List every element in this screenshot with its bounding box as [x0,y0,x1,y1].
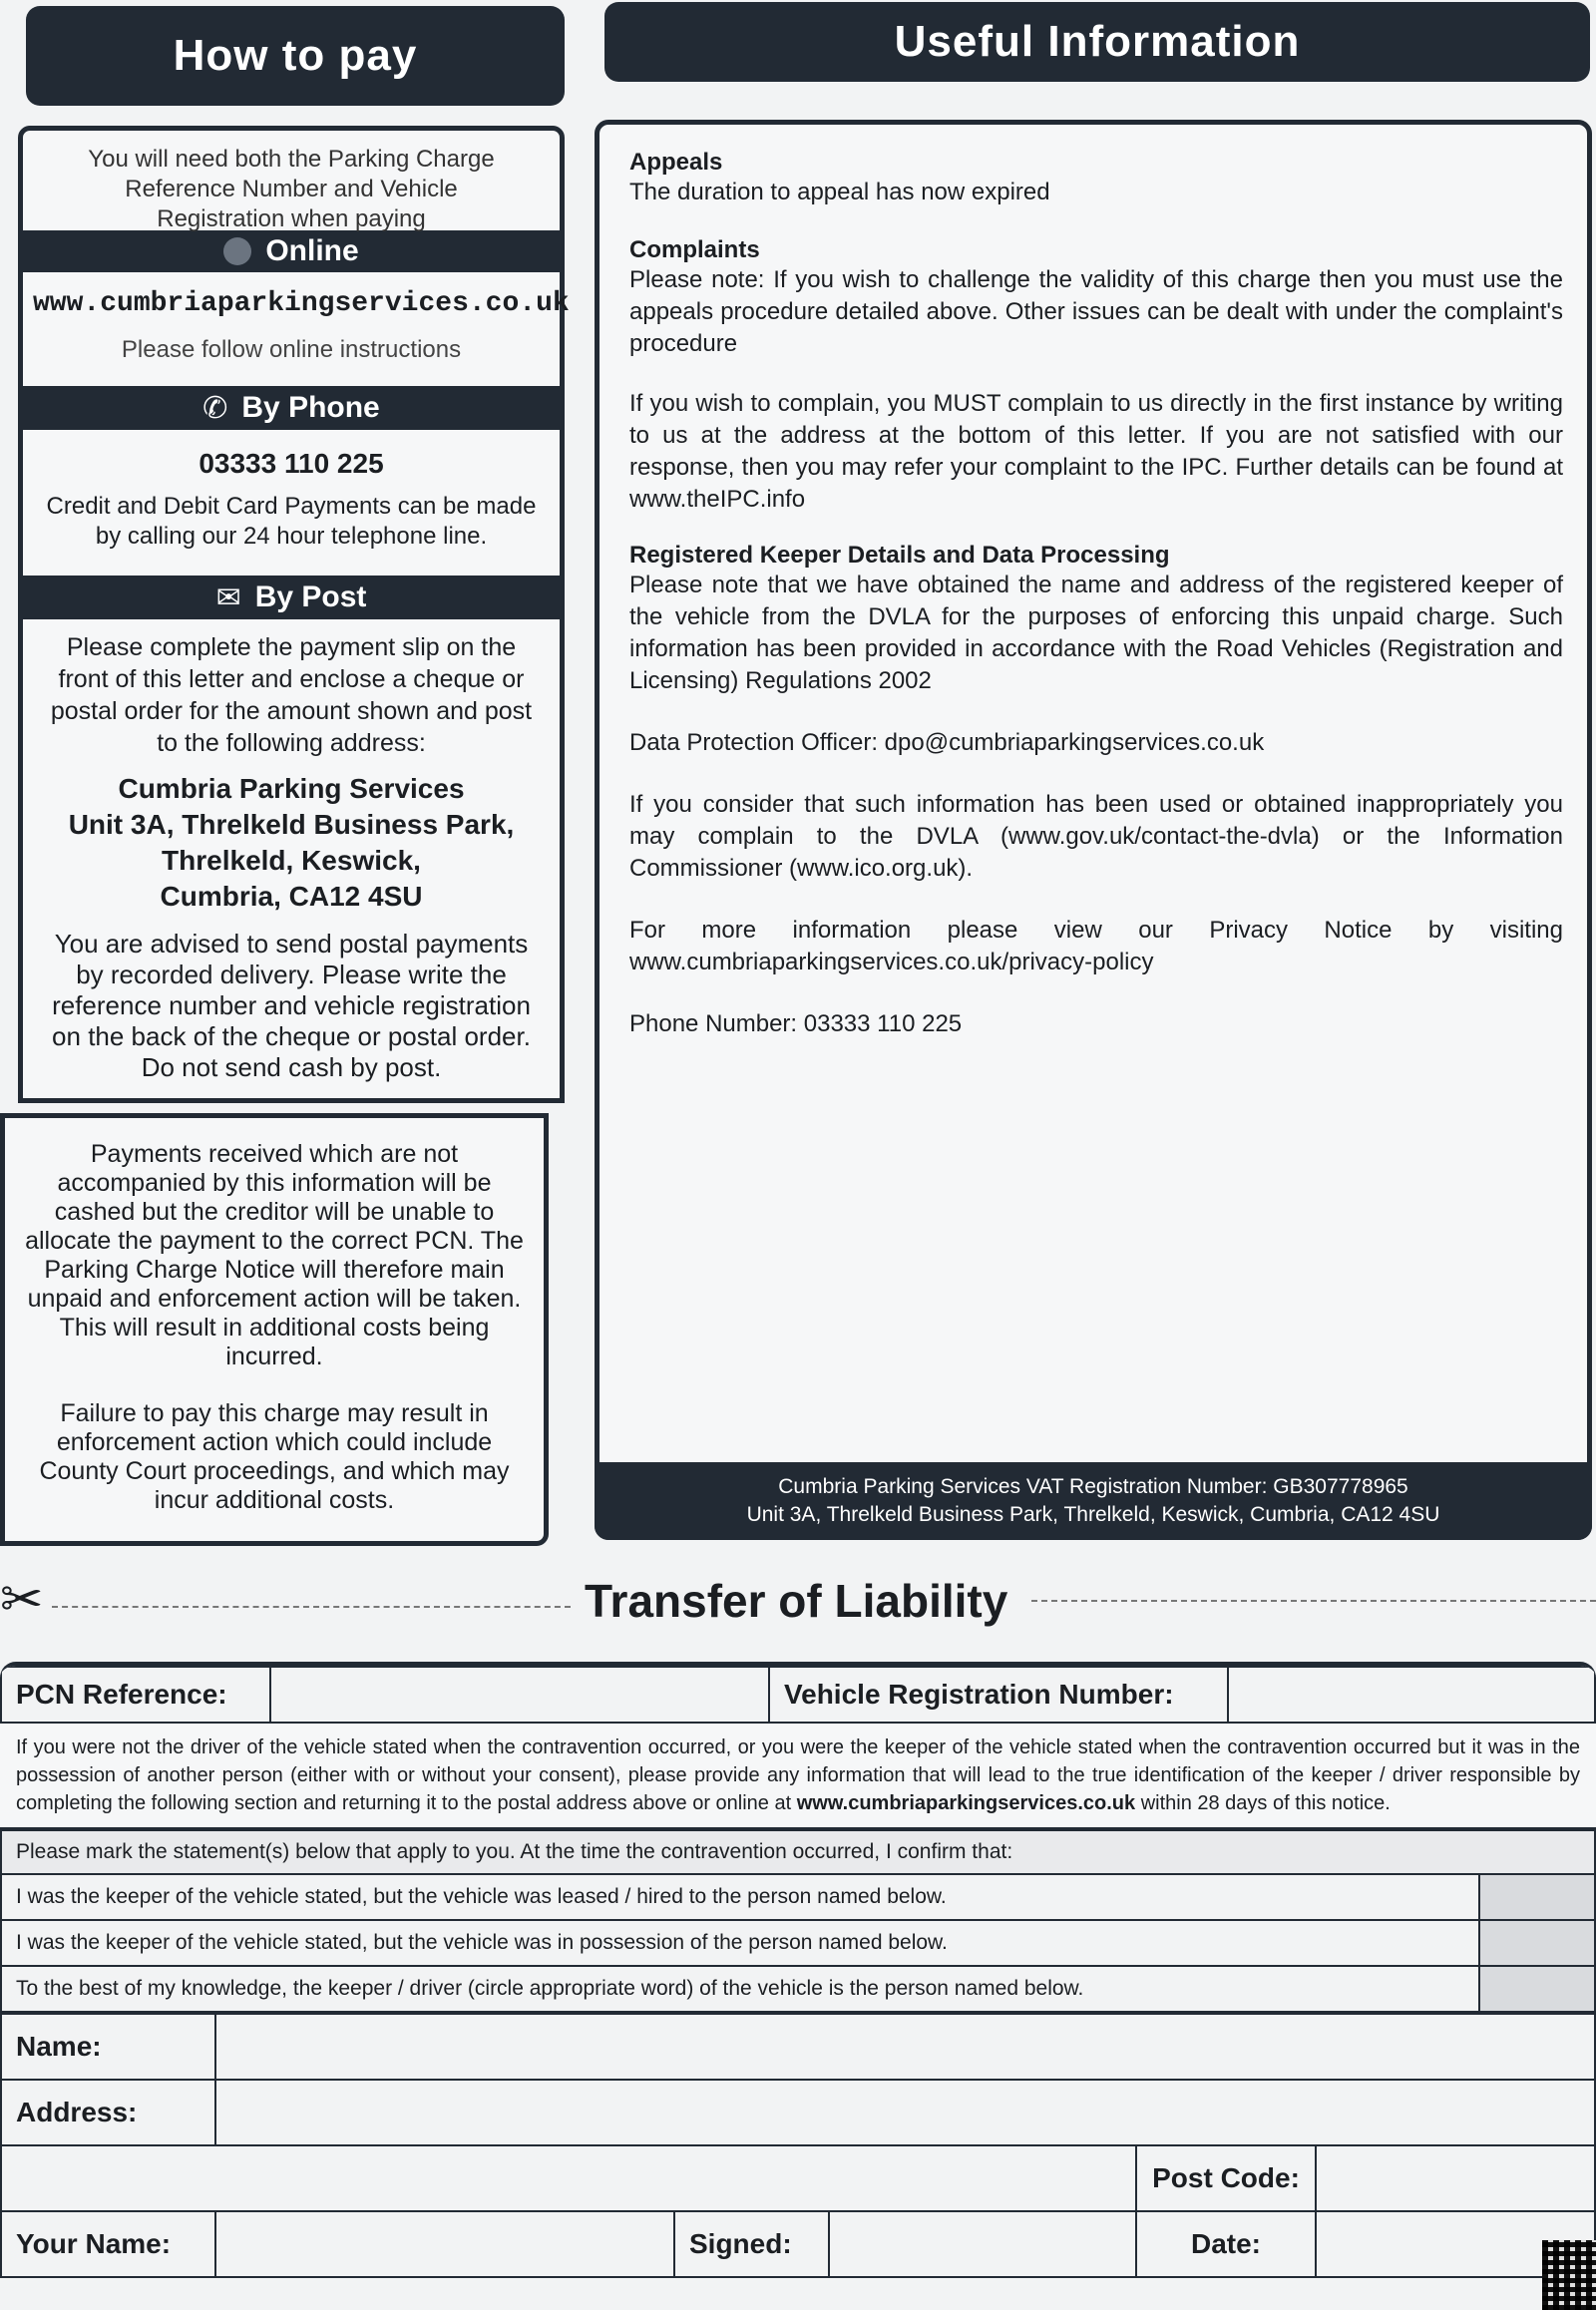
mark-instruction: Please mark the statement(s) below that apply to you. At the time the contravention occurred, I confirm that: [1,1830,1595,1874]
globe-icon [223,237,251,265]
warning-enforcement: Failure to pay this charge may result in enforcement action which could include County Court proceedings, and which may incur additional costs. [39,1399,510,1514]
date-label: Date: [1136,2211,1316,2277]
phone-title: By Phone [241,391,380,424]
statement-keeper-driver: To the best of my knowledge, the keeper / driver (circle appropriate word) of the vehicle is the person named below. [1,1966,1479,2012]
cut-line-left [52,1606,571,1608]
name-label: Name: [1,2014,215,2080]
vrn-input[interactable] [1228,1667,1595,1723]
postcode-label: Post Code: [1136,2145,1316,2211]
misuse-text: If you consider that such information has been used or obtained inappropriately you may complain to the DVLA (www.gov.uk/contact-the-dvla) or the Information Commissioner (www.ico.org.uk). [629,791,1563,882]
online-note: Please follow online instructions [121,336,462,363]
postal-address [41,771,542,915]
complaints-text-1: Please note: If you wish to challenge the validity of this charge then you must use the appeals procedure detailed above. Other issues can be dealt with under the complaint's procedure [629,266,1563,357]
address-label: Address: [1,2080,215,2145]
transfer-title: Transfer of Liability [585,1575,1008,1627]
company-footer [595,1462,1592,1540]
transfer-intro [0,1724,1596,1829]
envelope-icon: ✉ [215,580,241,614]
your-name-input[interactable] [215,2211,674,2277]
how-to-pay-panel [18,126,570,1103]
signed-label: Signed: [674,2211,829,2277]
statement-leased: I was the keeper of the vehicle stated, but the vehicle was leased / hired to the person named below. [1,1874,1479,1920]
postal-advice: You are advised to send postal payments by recorded delivery. Please write the reference number and vehicle registration on the back of the cheque or postal order. Do not send cash by post. [52,929,531,1082]
useful-info-panel [595,120,1592,1540]
online-url[interactable]: www.cumbriaparkingservices.co.uk [33,288,570,319]
keeper-title: Registered Keeper Details and Data Processing [629,542,1170,569]
cut-line-right [1031,1600,1596,1602]
how-to-pay-header [26,6,565,106]
qr-code-icon [1542,2240,1596,2310]
how-to-pay-title: How to pay [173,31,418,80]
complaints-text-2: If you wish to complain, you MUST complain to us directly in the first instance by writing to us at the address at the bottom of this letter. If you are not satisfied with our response, then you may refer your complaint to the IPC. Further details can be found at www.theIPC.info [629,390,1563,513]
online-title: Online [265,234,359,267]
signature-input[interactable] [829,2211,1136,2277]
transfer-intro-text: If you were not the driver of the vehicle stated when the contravention occurred, or you were the keeper of the vehicle stated when the contravention occurred but it was in the possession of another person (either with or without your consent), please provide any information that will lead to the true identification of the keeper / driver responsible by completing the following section and returning it to the postal address above or online at [16,1736,1580,1814]
postcode-input[interactable] [1316,2145,1595,2211]
name-input[interactable] [215,2014,1595,2080]
address-line-1: Cumbria Parking Services [118,773,465,804]
online-band [23,230,560,272]
address-line-4: Cumbria, CA12 4SU [160,881,423,912]
appeals-title: Appeals [629,149,723,176]
keeper-text: Please note that we have obtained the name and address of the registered keeper of the vehicle from the DVLA for the purposes of enforcing this unpaid charge. Such information has been provided in accordance with the Road Vehicles (Registration and Licensing) Regulations 2002 [629,572,1563,694]
phone-note: Credit and Debit Card Payments can be made by calling our 24 hour telephone line. [46,493,537,550]
scissors-icon: ✂ [0,1571,44,1629]
privacy-text: For more information please view our Privacy Notice by visiting www.cumbriaparkingservices.co.uk/privacy-policy [629,917,1563,975]
address-input[interactable] [215,2080,1595,2145]
payment-intro: You will need both the Parking Charge Reference Number and Vehicle Registration when paying [88,146,495,232]
statement-keeper-driver-checkbox[interactable] [1479,1966,1595,2012]
transfer-intro-end: within 28 days of this notice. [1140,1792,1391,1814]
payment-warning-box [0,1113,549,1546]
pcn-input[interactable] [270,1667,769,1723]
address-line-2: Unit 3A, Threlkeld Business Park, [68,809,515,840]
phone-icon: ✆ [202,391,228,425]
phone-band [23,386,560,430]
complaints-title: Complaints [629,236,760,263]
dpo-text: Data Protection Officer: dpo@cumbriaparkingservices.co.uk [629,729,1265,756]
appeals-text: The duration to appeal has now expired [629,179,1050,205]
phone-number[interactable]: 03333 110 225 [199,448,384,479]
statement-possession: I was the keeper of the vehicle stated, but the vehicle was in possession of the person named below. [1,1920,1479,1966]
useful-info-title: Useful Information [894,17,1301,66]
your-name-label: Your Name: [1,2211,215,2277]
pcn-label: PCN Reference: [1,1667,270,1723]
post-band [23,576,560,619]
transfer-form [0,1662,1596,2310]
transfer-intro-url[interactable]: www.cumbriaparkingservices.co.uk [796,1792,1136,1814]
address-input-continued[interactable] [1,2145,1136,2211]
vat-line: Cumbria Parking Services VAT Registration Number: GB307778965 [778,1475,1408,1498]
address-line-3: Threlkeld, Keswick, [162,845,421,876]
warning-unallocated: Payments received which are not accompanied by this information will be cashed but the creditor will be unable to allocate the payment to the correct PCN. The Parking Charge Notice will therefore main unpaid and enforcement action will be taken. This will result in additional costs being incurred. [25,1140,524,1370]
post-title: By Post [254,580,367,613]
useful-info-header [604,2,1590,82]
phone-number-text: Phone Number: 03333 110 225 [629,1010,963,1037]
footer-address: Unit 3A, Threlkeld Business Park, Threlkeld, Keswick, Cumbria, CA12 4SU [746,1503,1440,1526]
statement-leased-checkbox[interactable] [1479,1874,1595,1920]
statement-possession-checkbox[interactable] [1479,1920,1595,1966]
vrn-label: Vehicle Registration Number: [769,1667,1228,1723]
post-instructions: Please complete the payment slip on the front of this letter and enclose a cheque or postal order for the amount shown and post to the following address: [50,633,533,757]
